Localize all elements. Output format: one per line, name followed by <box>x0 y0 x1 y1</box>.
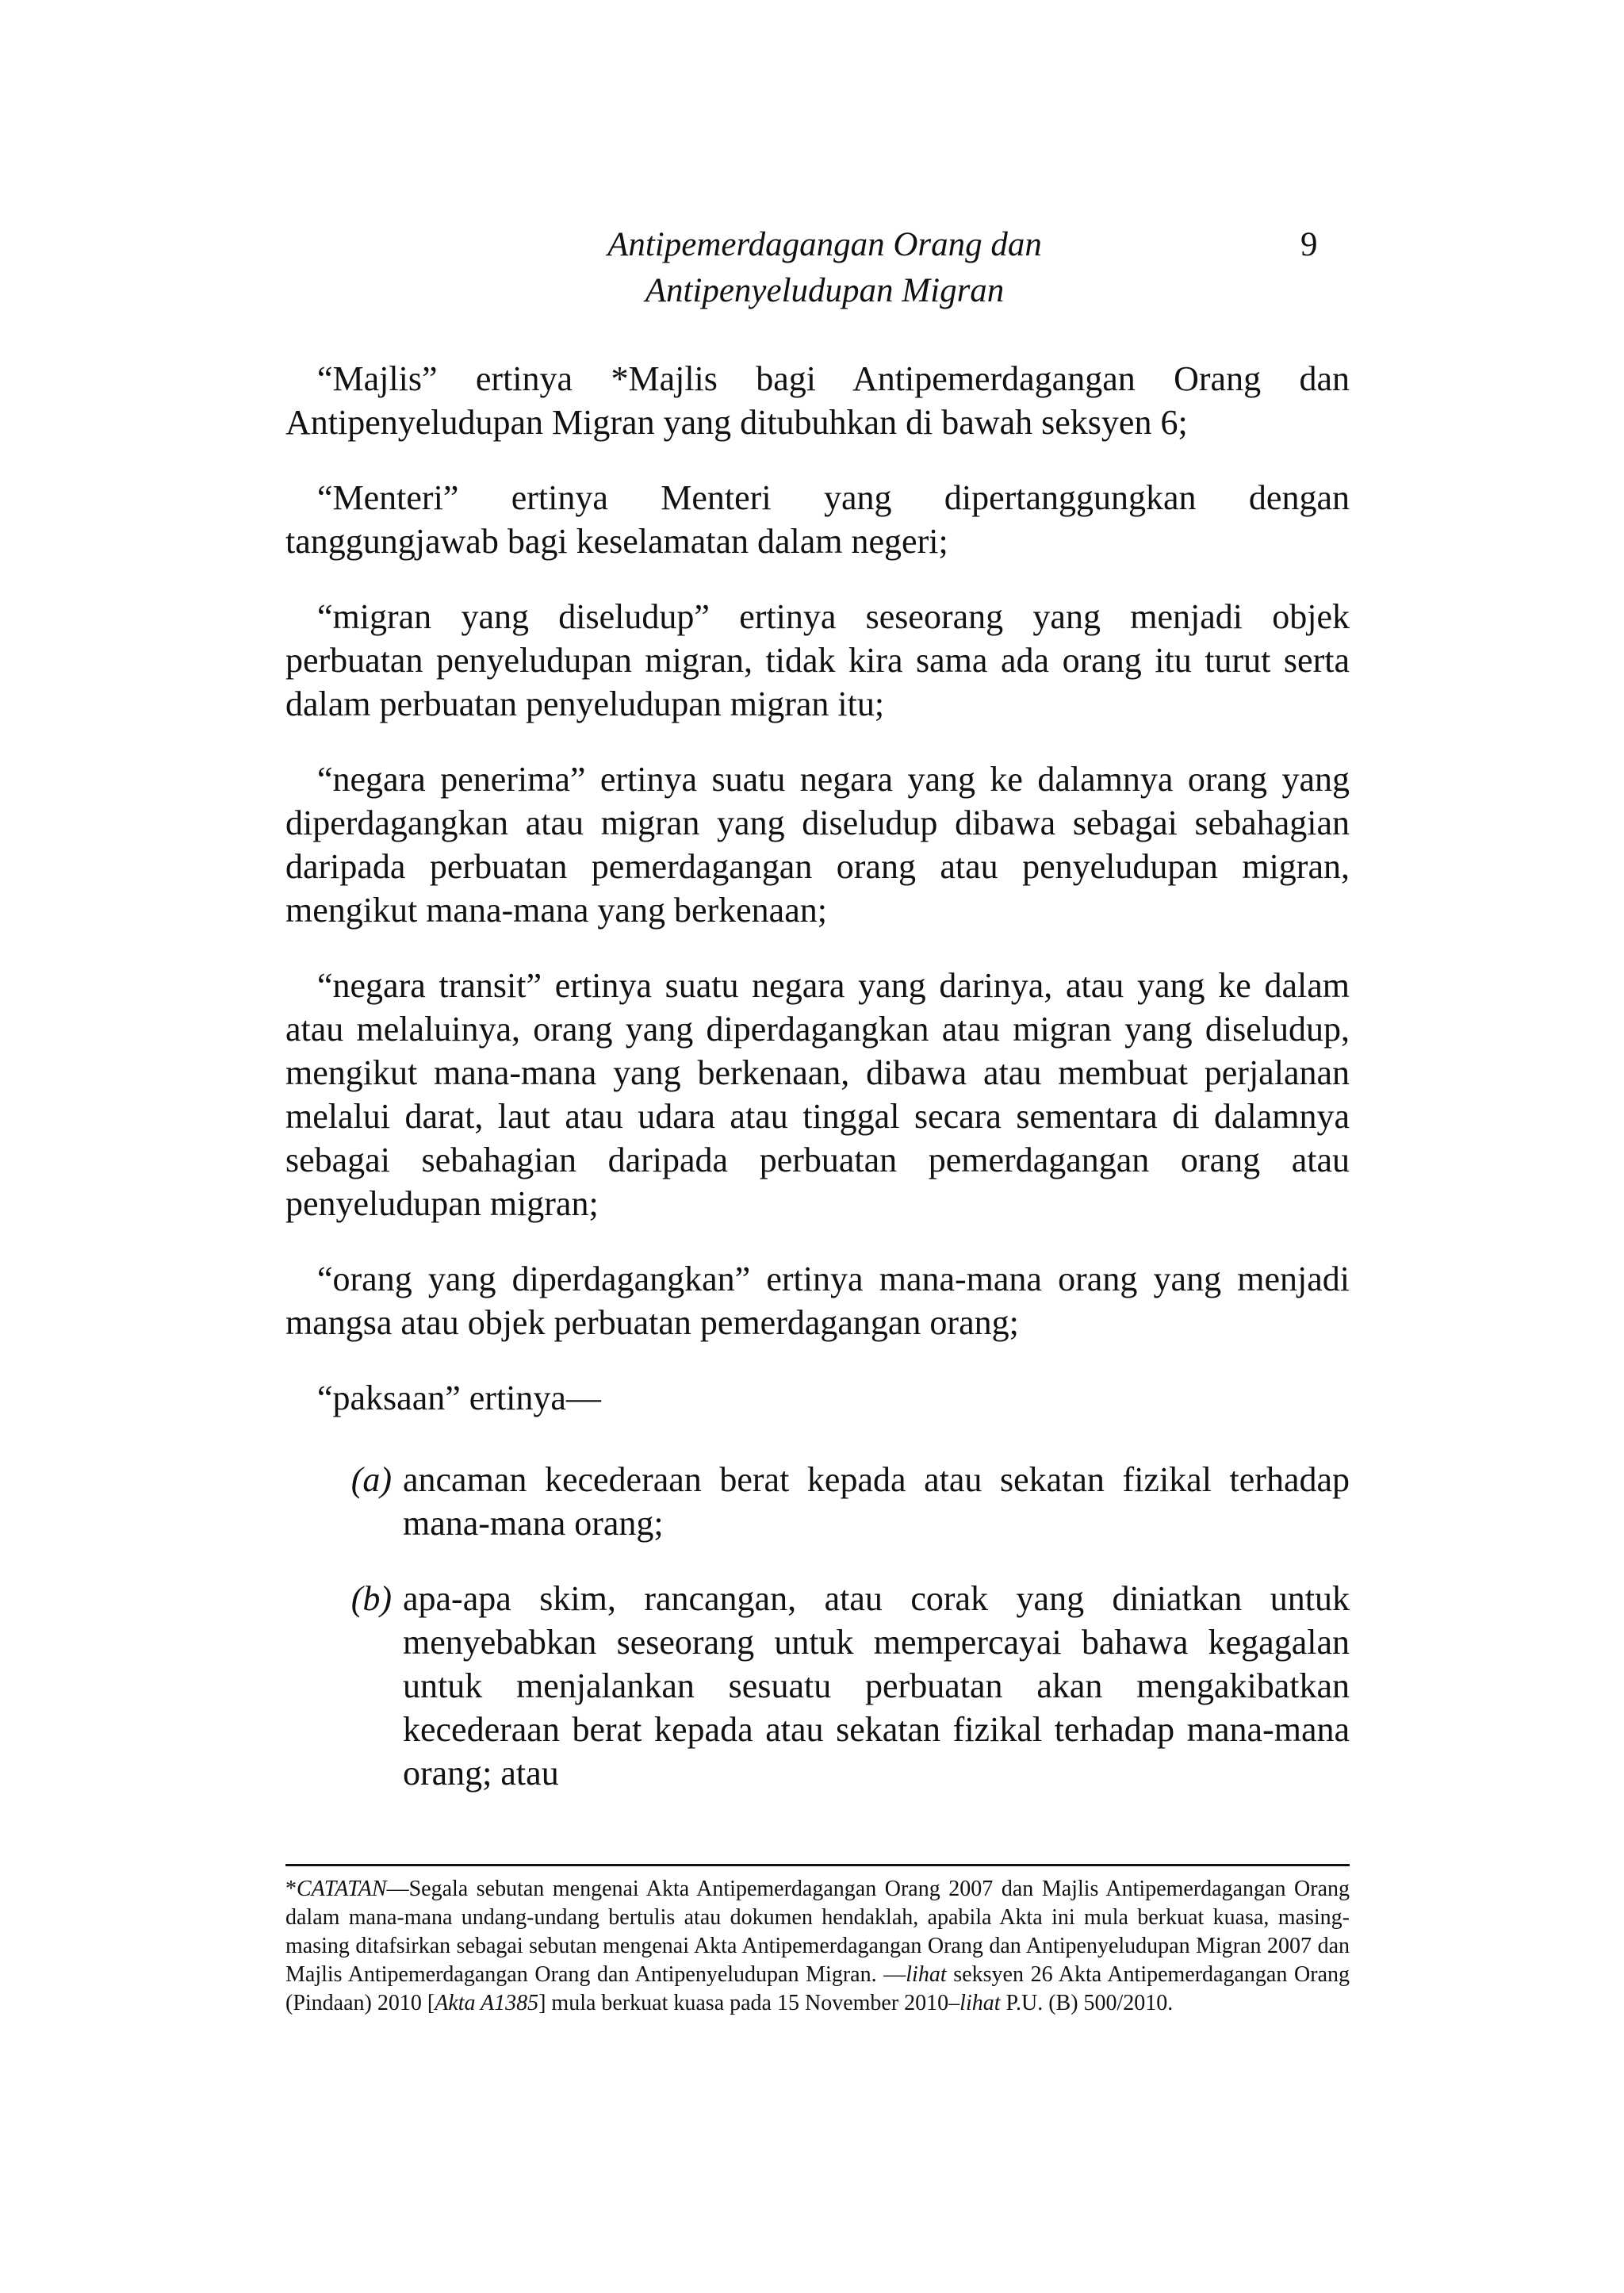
paksaan-item-a <box>285 1458 1350 1545</box>
running-header-title <box>508 222 1142 314</box>
definition-text: ertinya mana-mana orang yang menjadi mangsa atau objek perbuatan pemerdagangan orang; <box>285 1260 1350 1342</box>
header-title-line1: Antipemerdagangan Orang dan <box>607 226 1042 263</box>
footnote-divider <box>285 1864 1350 1866</box>
footnote-akta: Akta A1385 <box>435 1991 539 2015</box>
item-label: (a) <box>350 1460 392 1499</box>
footnote-star: * <box>285 1877 297 1901</box>
definition-term: “Majlis” <box>317 359 438 398</box>
item-text: ancaman kecederaan berat kepada atau sekatan fizikal terhadap mana-mana orang; <box>403 1460 1350 1543</box>
definition-text: ertinya *Majlis bagi Antipemerdagangan Orang dan Antipenyeludupan Migran yang ditubuhkan di bawah seksyen 6; <box>285 359 1350 442</box>
definition-term: “Menteri” <box>317 478 459 517</box>
definition-term: “negara transit” <box>317 966 542 1005</box>
paksaan-item-b <box>285 1577 1350 1795</box>
footnote-text: —Segala sebutan mengenai Akta Antipemerdagangan Orang 2007 dan Majlis Antipemerdagangan Orang dalam mana-mana undang-undang bertulis atau dokumen hendaklah, apabila Akta ini mula berkuat kuasa, masing-masing ditafsirkan sebagai sebutan mengenai Akta Antipemerdagangan Orang dan Antipenyeludupan Migran 2007 dan Majlis Antipemerdagangan Orang dan Antipenyeludupan Migran. — <box>285 1877 1350 1987</box>
footnote-text: ] mula berkuat kuasa pada 15 November 2010– <box>538 1991 960 2015</box>
footnote-catatan: CATATAN <box>297 1877 387 1901</box>
definition-term: “orang yang diperdagangkan” <box>317 1260 751 1298</box>
item-text: apa-apa skim, rancangan, atau corak yang diniatkan untuk menyebabkan seseorang untuk mempercayai bahawa kegagalan untuk menjalankan sesuatu perbuatan akan mengakibatkan kecederaan berat kepada atau sekatan fizikal terhadap mana-mana orang; atau <box>403 1579 1350 1793</box>
document-body <box>285 357 1350 1827</box>
definition-term: “migran yang diseludup” <box>317 597 710 636</box>
definition-text: ertinya seseorang yang menjadi objek perbuatan penyeludupan migran, tidak kira sama ada orang itu turut serta dalam perbuatan penyeludupan migran itu; <box>285 597 1350 723</box>
definition-text: ertinya Menteri yang dipertanggungkan dengan tanggungjawab bagi keselamatan dalam negeri; <box>285 478 1350 561</box>
footnote-text: seksyen 26 Akta Antipemerdagangan Orang (Pindaan) 2010 [ <box>285 1962 1350 2015</box>
definition-term: “negara penerima” <box>317 760 586 799</box>
definition-menteri <box>285 476 1350 563</box>
item-label: (b) <box>350 1579 392 1618</box>
footnote-text: P.U. (B) 500/2010. <box>1000 1991 1174 2015</box>
footnote <box>285 1875 1350 2018</box>
definition-text: ertinya suatu negara yang darinya, atau yang ke dalam atau melaluinya, orang yang diperdagangkan atau migran yang diseludup, mengikut mana-mana yang berkenaan, dibawa atau membuat perjalanan melalui darat, laut atau udara atau tinggal secara sementara di dalamnya sebagai sebahagian daripada perbuatan pemerdagangan orang atau penyeludupan migran; <box>285 966 1350 1223</box>
footnote-lihat: lihat <box>906 1962 947 1987</box>
footnote-lihat: lihat <box>959 1991 1001 2015</box>
page-number: 9 <box>1300 226 1318 263</box>
definition-paksaan-intro: “paksaan” ertinya— <box>317 1378 601 1417</box>
definition-negara-penerima <box>285 757 1350 932</box>
definition-orang-yang-diperdagangkan <box>285 1257 1350 1344</box>
header-title-line2: Antipenyeludupan Migran <box>645 272 1005 309</box>
definition-migran-yang-diseludup <box>285 595 1350 726</box>
definition-majlis <box>285 357 1350 444</box>
definition-negara-transit <box>285 964 1350 1225</box>
definition-text: ertinya suatu negara yang ke dalamnya orang yang diperdagangkan atau migran yang diseludup dibawa sebagai sebahagian daripada perbuatan pemerdagangan orang atau penyeludupan migran, mengikut mana-mana yang berkenaan; <box>285 760 1350 930</box>
